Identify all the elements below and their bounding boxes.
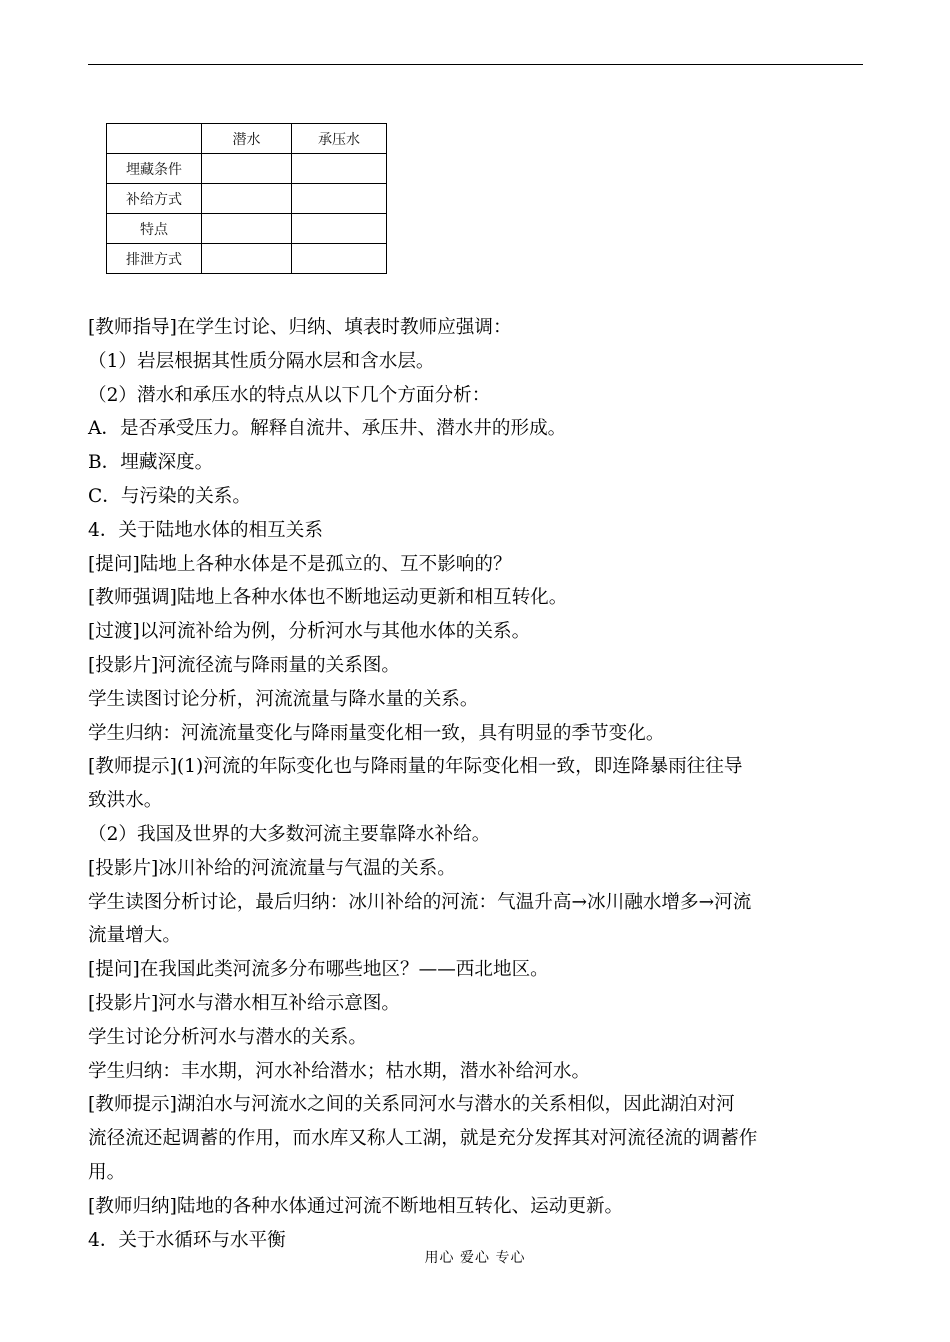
paragraph-line: 4．关于水循环与水平衡	[88, 1229, 286, 1251]
paragraph-line: [教师提示]湖泊水与河流水之间的关系同河水与潜水的关系相似，因此湖泊对河	[88, 1094, 735, 1116]
paragraph-line: [提问]陆地上各种水体是不是孤立的、互不影响的？	[88, 553, 512, 575]
paragraph-line: [教师提示](1)河流的年际变化也与降雨量的年际变化相一致，即连降暴雨往往导	[88, 756, 743, 778]
table-cell	[292, 244, 387, 274]
table-header-cell: 承压水	[292, 124, 387, 154]
paragraph-line: [投影片]冰川补给的河流流量与气温的关系。	[88, 857, 456, 879]
table-header-cell	[107, 124, 202, 154]
table-cell	[292, 184, 387, 214]
table-cell	[292, 154, 387, 184]
paragraph-line: B．埋藏深度。	[88, 452, 214, 474]
table-cell	[202, 244, 292, 274]
paragraph-line: A．是否承受压力。解释自流井、承压井、潜水井的形成。	[88, 418, 567, 440]
paragraph-line: 学生讨论分析河水与潜水的关系。	[88, 1026, 367, 1048]
table-row	[107, 154, 387, 184]
table-row-label: 特点	[107, 214, 202, 244]
table-row-label: 补给方式	[107, 184, 202, 214]
paragraph-line: （2）我国及世界的大多数河流主要靠降水补给。	[88, 823, 491, 845]
paragraph-line: （1）岩层根据其性质分隔水层和含水层。	[88, 350, 435, 372]
paragraph-line: 学生读图讨论分析，河流流量与降水量的关系。	[88, 688, 479, 710]
paragraph-line: [教师归纳]陆地的各种水体通过河流不断地相互转化、运动更新。	[88, 1195, 624, 1217]
table-cell	[292, 214, 387, 244]
table-header-cell: 潜水	[202, 124, 292, 154]
paragraph-line: 学生读图分析讨论，最后归纳：冰川补给的河流：气温升高→冰川融水增多→河流	[88, 891, 752, 913]
paragraph-line: [教师指导]在学生讨论、归纳、填表时教师应强调：	[88, 317, 512, 338]
table-row	[107, 214, 387, 244]
paragraph-line: 流径流还起调蓄的作用，而水库又称人工湖，就是充分发挥其对河流径流的调蓄作	[88, 1128, 758, 1150]
paragraph-line: [提问]在我国此类河流多分布哪些地区？——西北地区。	[88, 959, 549, 981]
paragraph-line: C．与污染的关系。	[88, 485, 251, 507]
paragraph-line: （2）潜水和承压水的特点从以下几个方面分析：	[88, 384, 491, 406]
paragraph-line: 4．关于陆地水体的相互关系	[88, 519, 323, 541]
table-row	[107, 244, 387, 274]
comparison-table	[106, 123, 387, 274]
table-row-label: 埋藏条件	[107, 154, 202, 184]
paragraph-line: [过渡]以河流补给为例，分析河水与其他水体的关系。	[88, 621, 531, 643]
paragraph-line: 用。	[88, 1161, 126, 1183]
page-footer: 用心 爱心 专心	[424, 1250, 526, 1266]
paragraph-line: [投影片]河水与潜水相互补给示意图。	[88, 992, 401, 1014]
table-cell	[202, 154, 292, 184]
paragraph-line: 流量增大。	[88, 925, 181, 947]
paragraph-line: 学生归纳：丰水期，河水补给潜水；枯水期，潜水补给河水。	[88, 1060, 591, 1082]
paragraph-line: [投影片]河流径流与降雨量的关系图。	[88, 654, 401, 676]
table-cell	[202, 214, 292, 244]
table-row	[107, 184, 387, 214]
body-text	[88, 311, 868, 1257]
table-header-row	[107, 124, 387, 154]
paragraph-line: [教师强调]陆地上各种水体也不断地运动更新和相互转化。	[88, 587, 568, 609]
header-rule	[88, 64, 863, 65]
paragraph-line: 学生归纳：河流流量变化与降雨量变化相一致，具有明显的季节变化。	[88, 722, 665, 744]
paragraph-line: 致洪水。	[88, 790, 163, 812]
table-row-label: 排泄方式	[107, 244, 202, 274]
table-cell	[202, 184, 292, 214]
